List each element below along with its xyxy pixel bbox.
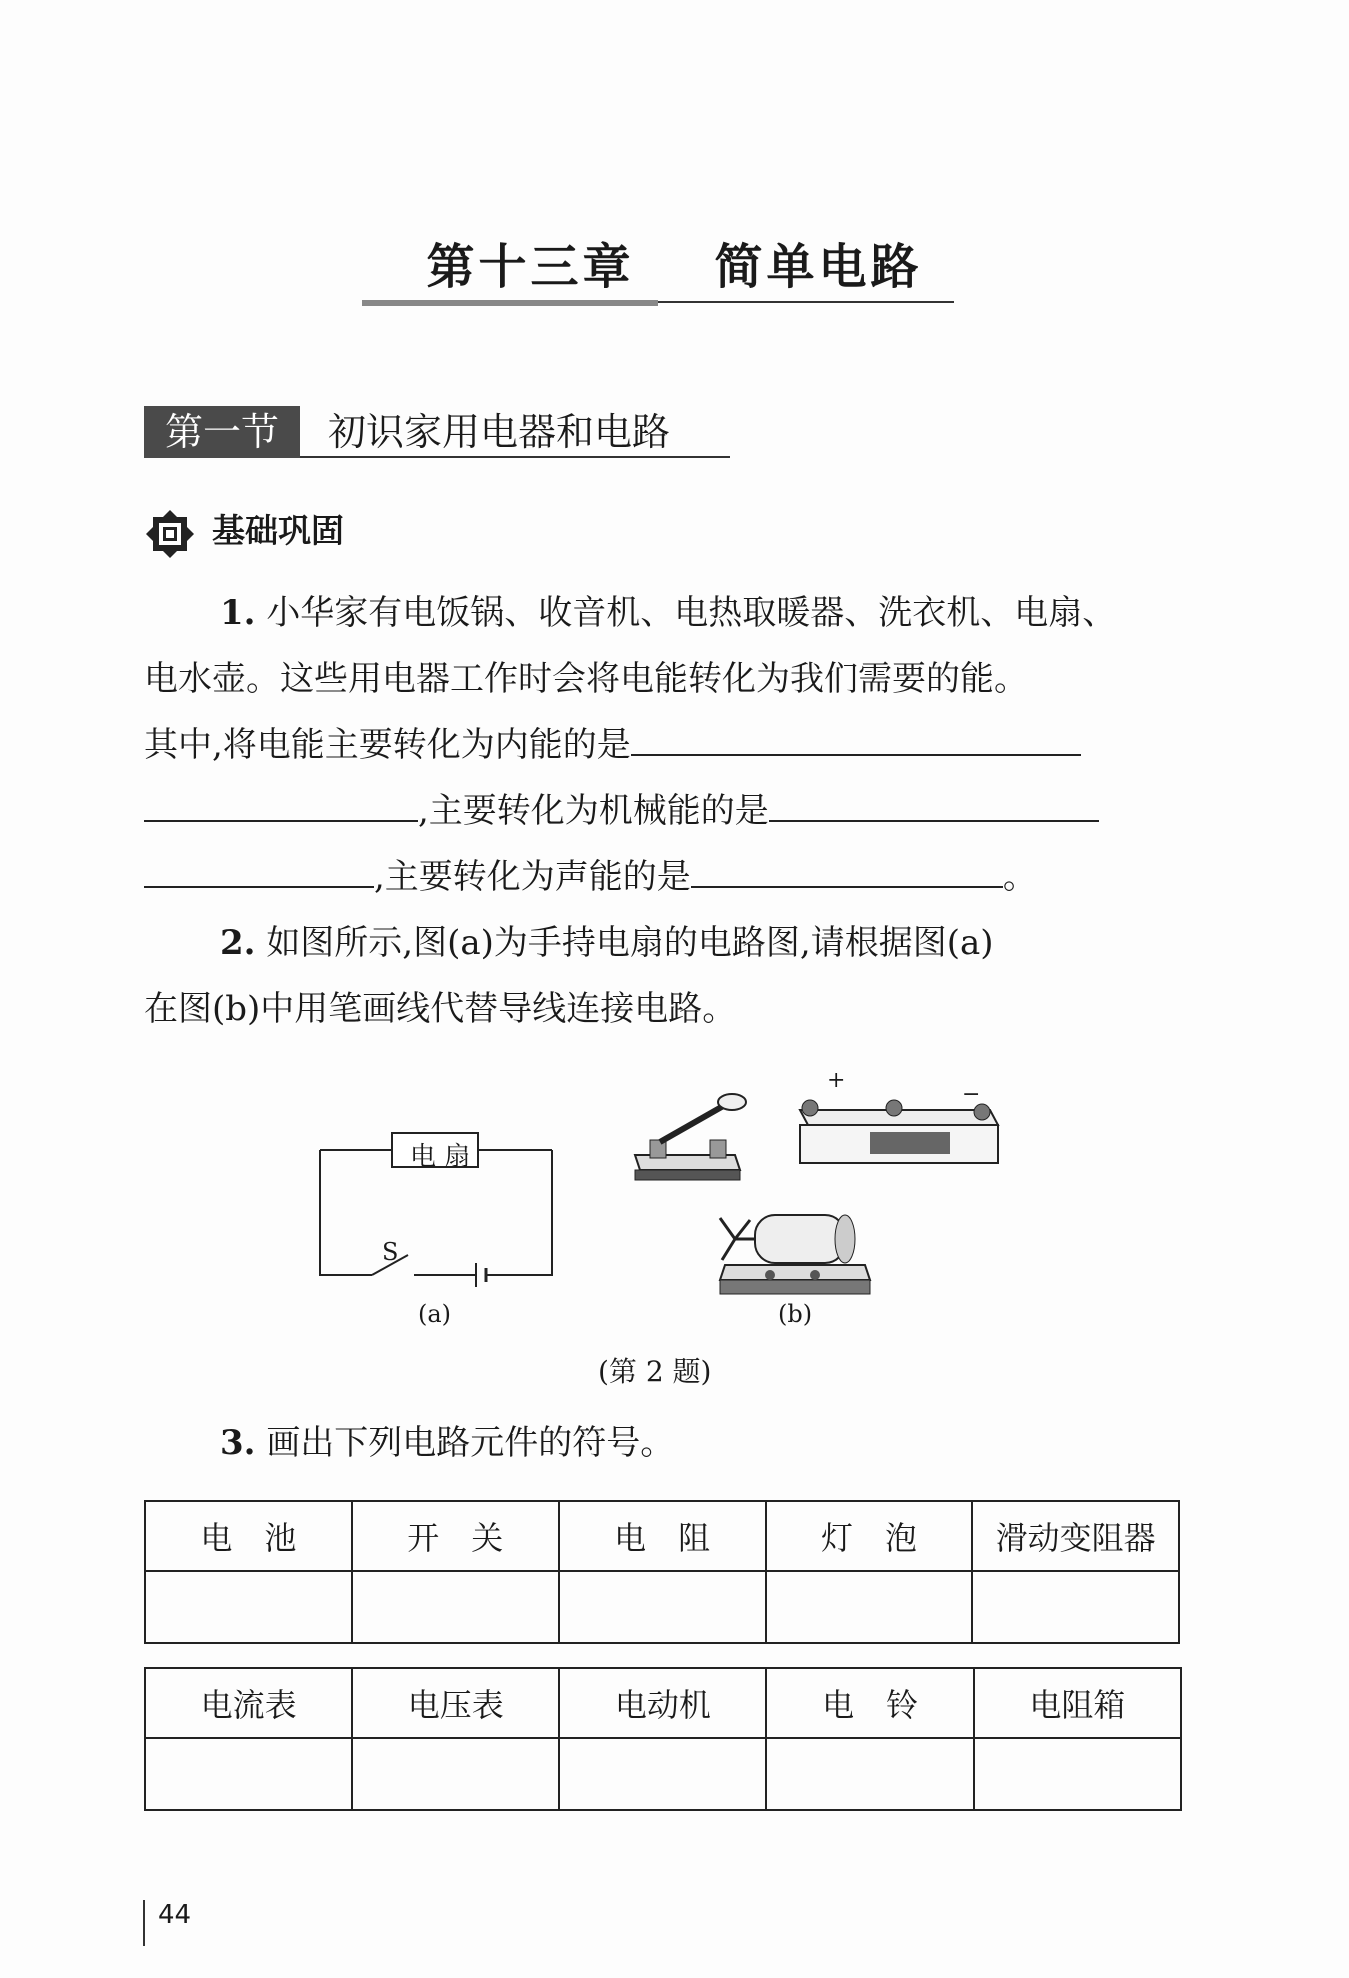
figure-caption: (第 2 题) [598,1355,712,1388]
q2-number: 2. [220,923,256,963]
q1-line-5 [144,844,1184,910]
section-underline [300,456,730,458]
table1-header-1: 电 池 [145,1501,352,1571]
q1-text-5: ,主要转化为声能的是 [374,857,691,897]
table1-header-2: 开 关 [352,1501,559,1571]
q1-text-4: ,主要转化为机械能的是 [418,791,769,831]
table1-header-4: 灯 泡 [766,1501,973,1571]
q3-line [144,1410,1184,1476]
q2-text-1: 如图所示,图(a)为手持电扇的电路图,请根据图(a) [266,923,994,963]
table1-header-3: 电 阻 [559,1501,766,1571]
table2-answer-cell[interactable] [766,1738,973,1810]
page-number: 44 [158,1900,192,1930]
symbol-table-1 [144,1500,1180,1644]
table2-answer-cell[interactable] [559,1738,766,1810]
table2-answer-cell[interactable] [145,1738,352,1810]
table2-header-4: 电 铃 [766,1668,973,1738]
table2-header-1: 电流表 [145,1668,352,1738]
caption-b: (b) [778,1300,813,1328]
answer-blank-sound[interactable] [691,846,1003,888]
table1-answer-cell[interactable] [972,1571,1179,1643]
symbol-table-2 [144,1667,1182,1811]
table2-answer-cell[interactable] [352,1738,559,1810]
answer-blank-heat[interactable] [631,714,1081,756]
battery-box [800,1100,998,1163]
table2-answer-cell[interactable] [974,1738,1181,1810]
table2-header-5: 电阻箱 [974,1668,1181,1738]
section-label: 第一节 [144,406,300,458]
q1-text-1: 小华家有电饭锅、收音机、电热取暖器、洗衣机、电扇、 [266,593,1117,633]
chapter-title [0,228,1349,297]
minus-sign: − [962,1082,981,1107]
fan-label: 电 扇 [410,1142,471,1172]
caption-a: (a) [418,1300,452,1328]
answer-blank-heat-cont[interactable] [144,780,418,822]
q2-line-1 [144,910,1184,976]
table2-header-3: 电动机 [559,1668,766,1738]
answer-blank-mechanical[interactable] [769,780,1099,822]
q1-line-4 [144,778,1184,844]
chapter-name: 简单电路 [714,239,923,295]
q1-text-3: 其中,将电能主要转化为内能的是 [144,725,631,765]
q1-text-2: 电水壶。这些用电器工作时会将电能转化为我们需要的能。 [144,659,1028,699]
motor [720,1215,870,1294]
q1-end: 。 [1002,857,1037,897]
section-title: 初识家用电器和电路 [328,410,671,454]
q3-number: 3. [220,1423,256,1463]
chapter-underline-thin [658,301,954,303]
table1-header-5: 滑动变阻器 [972,1501,1179,1571]
q1-number: 1. [220,593,256,633]
answer-blank-mechanical-cont[interactable] [144,846,374,888]
page-number-bar [143,1900,145,1946]
table2-header-2: 电压表 [352,1668,559,1738]
table1-answer-cell[interactable] [145,1571,352,1643]
q3-text: 画出下列电路元件的符号。 [266,1423,675,1463]
plus-sign: + [827,1068,846,1093]
q1-line-1 [144,580,1184,646]
table1-answer-cell[interactable] [352,1571,559,1643]
knife-switch [635,1094,746,1180]
switch-label: S [382,1238,399,1266]
table1-answer-cell[interactable] [559,1571,766,1643]
components-picture-b [630,1070,1010,1310]
table1-answer-cell[interactable] [766,1571,973,1643]
subheading: 基础巩固 [212,511,344,550]
chapter-underline-thick [362,300,658,306]
q1-line-3 [144,712,1184,778]
chapter-number: 第十三章 [426,239,635,295]
q2-text-2: 在图(b)中用笔画线代替导线连接电路。 [144,989,737,1029]
diamond-icon [144,508,196,560]
